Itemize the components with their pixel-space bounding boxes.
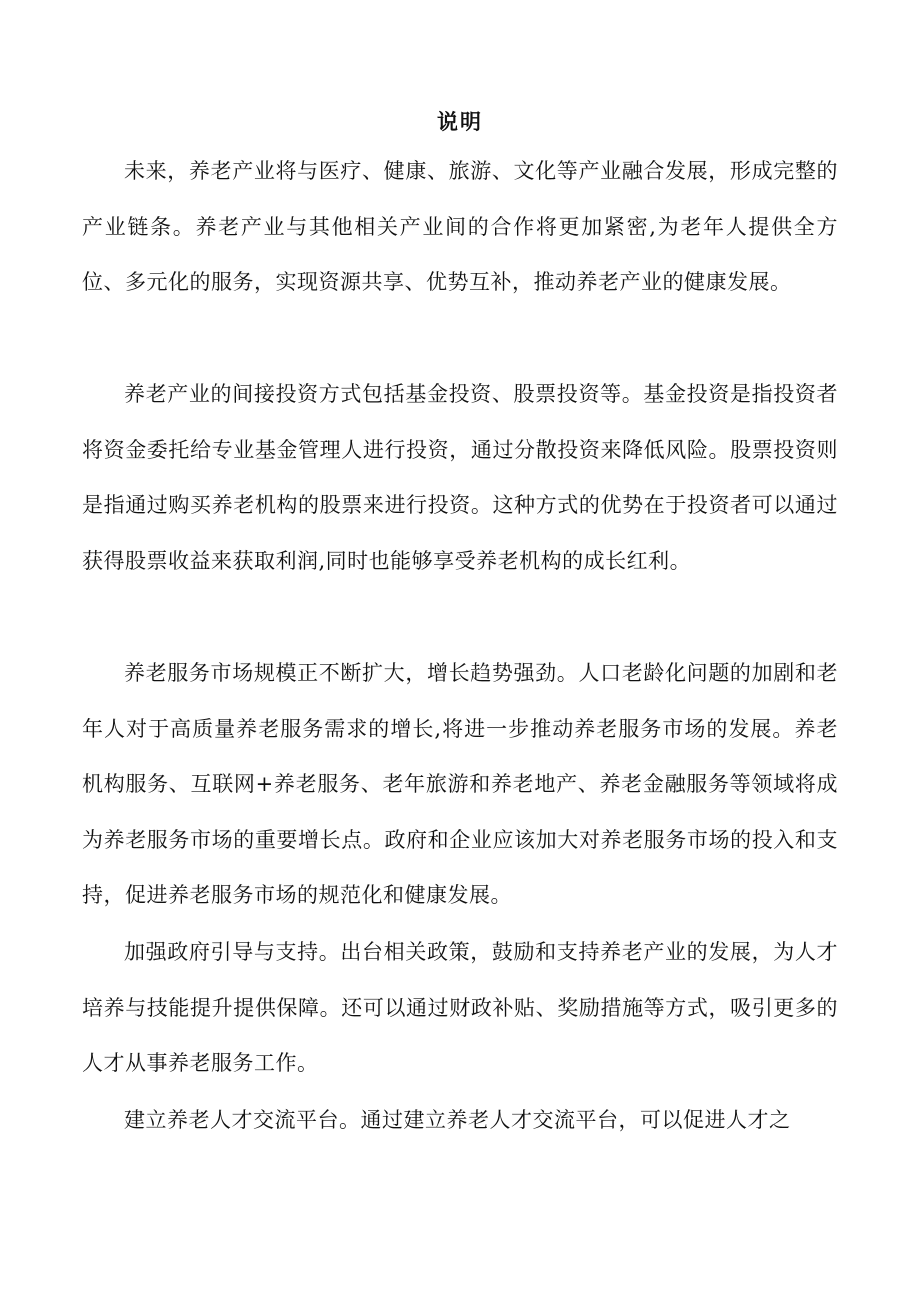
paragraph-2: 养老产业的间接投资方式包括基金投资、股票投资等。基金投资是指投资者将资金委托给专业基金管理人进行投资，通过分散投资来降低风险。股票投资则是指通过购买养老机构的股票来进行投资。这种方式的优势在于投资者可以通过获得股票收益来获取利润,同时也能够享受养老机构的成长红利。 xyxy=(82,382,838,573)
page-title: 说明 xyxy=(437,110,483,134)
paragraph-4: 加强政府引导与支持。出台相关政策，鼓励和支持养老产业的发展，为人才培养与技能提升提供保障。还可以通过财政补贴、奖励措施等方式，吸引更多的人才从事养老服务工作。 xyxy=(82,940,838,1075)
paragraph-1: 未来，养老产业将与医疗、健康、旅游、文化等产业融合发展，形成完整的产业链条。养老产业与其他相关产业间的合作将更加紧密,为老年人提供全方位、多元化的服务，实现资源共享、优势互补，推动养老产业的健康发展。 xyxy=(82,159,838,294)
paragraph-5: 建立养老人才交流平台。通过建立养老人才交流平台，可以促进人才之 xyxy=(124,1108,791,1132)
paragraph-3: 养老服务市场规模正不断扩大，增长趋势强劲。人口老龄化问题的加剧和老年人对于高质量养老服务需求的增长,将进一步推动养老服务市场的发展。养老机构服务、互联网+养老服务、老年旅游和养老地产、养老金融服务等领域将成为养老服务市场的重要增长点。政府和企业应该加大对养老服务市场的投入和支持，促进养老服务市场的规范化和健康发展。 xyxy=(82,661,838,907)
